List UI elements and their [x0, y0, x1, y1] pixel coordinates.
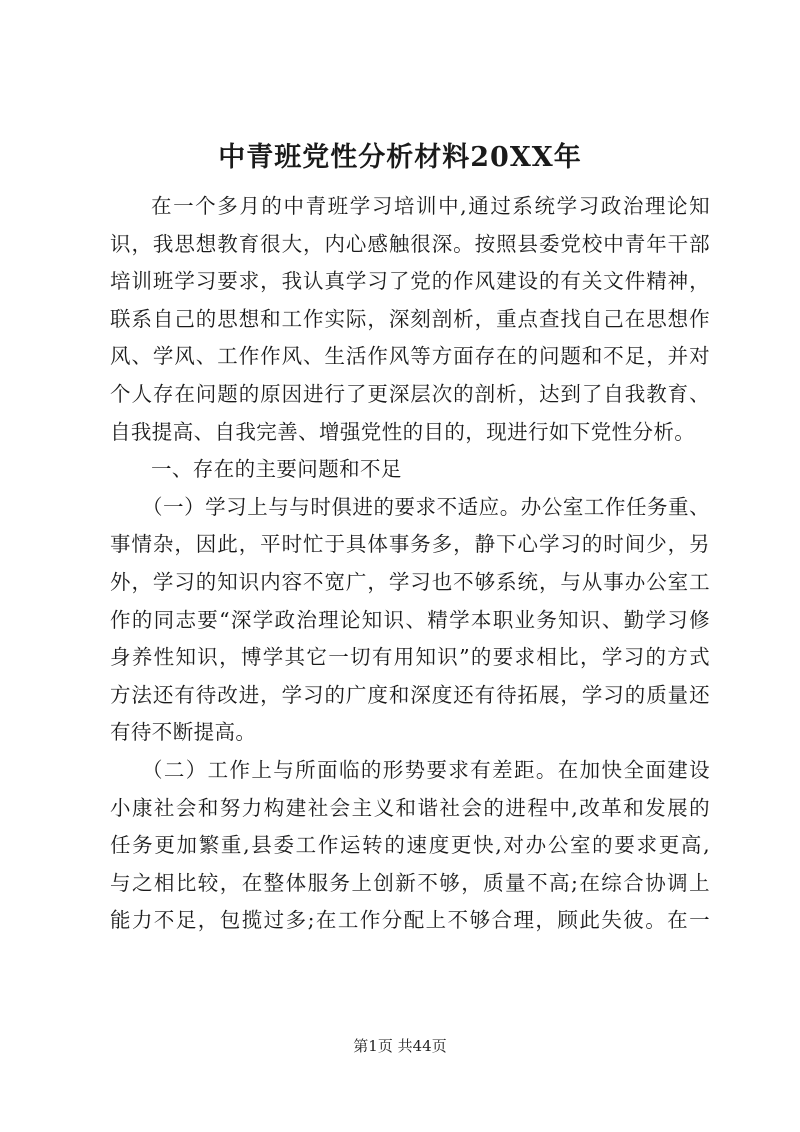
text-line: 自我提高、自我完善、增强党性的目的，现进行如下党性分析。	[110, 419, 696, 444]
section-heading: 一、存在的主要问题和不足	[151, 457, 402, 482]
text-line: 在一个多月的中青班学习培训中,通过系统学习政治理论知	[151, 194, 710, 218]
text-line: 与之相比较，在整体服务上创新不够，质量不高;在综合协调上	[110, 870, 710, 895]
text-line: 培训班学习要求，我认真学习了党的作风建设的有关文件精神，	[110, 269, 710, 294]
text-line: 联系自己的思想和工作实际，深刻剖析，重点查找自己在思想作	[110, 306, 710, 331]
text-line: 任务更加繁重,县委工作运转的速度更快,对办公室的要求更高,	[110, 833, 710, 858]
text-line: 作的同志要“深学政治理论知识、精学本职业务知识、勤学习修	[110, 607, 710, 632]
text-line: 能力不足，包揽过多;在工作分配上不够合理，顾此失彼。在一	[110, 908, 710, 933]
text-line: 身养性知识，博学其它一切有用知识”的要求相比，学习的方式	[110, 645, 710, 670]
text-line: 个人存在问题的原因进行了更深层次的剖析，达到了自我教育、	[110, 381, 710, 406]
text-line: （一）学习上与与时俱进的要求不适应。办公室工作任务重、	[142, 494, 710, 519]
text-line: （二）工作上与所面临的形势要求有差距。在加快全面建设	[142, 757, 710, 782]
text-line: 识，我思想教育很大，内心感触很深。按照县委党校中青年干部	[110, 231, 710, 256]
text-line: 有待不断提高。	[110, 720, 257, 745]
text-line: 小康社会和努力构建社会主义和谐社会的进程中,改革和发展的	[110, 795, 710, 820]
text-line: 方法还有待改进，学习的广度和深度还有待拓展，学习的质量还	[110, 682, 710, 707]
text-line: 外，学习的知识内容不宽广，学习也不够系统，与从事办公室工	[110, 569, 710, 594]
document-body	[110, 188, 710, 940]
text-line: 事情杂，因此，平时忙于具体事务多，静下心学习的时间少，另	[110, 532, 710, 557]
text-line: 风、学风、工作作风、生活作风等方面存在的问题和不足，并对	[110, 344, 710, 369]
page-footer: 第1页 共44页	[353, 1037, 447, 1055]
document-title: 中青班党性分析材料20XX年	[218, 142, 582, 173]
